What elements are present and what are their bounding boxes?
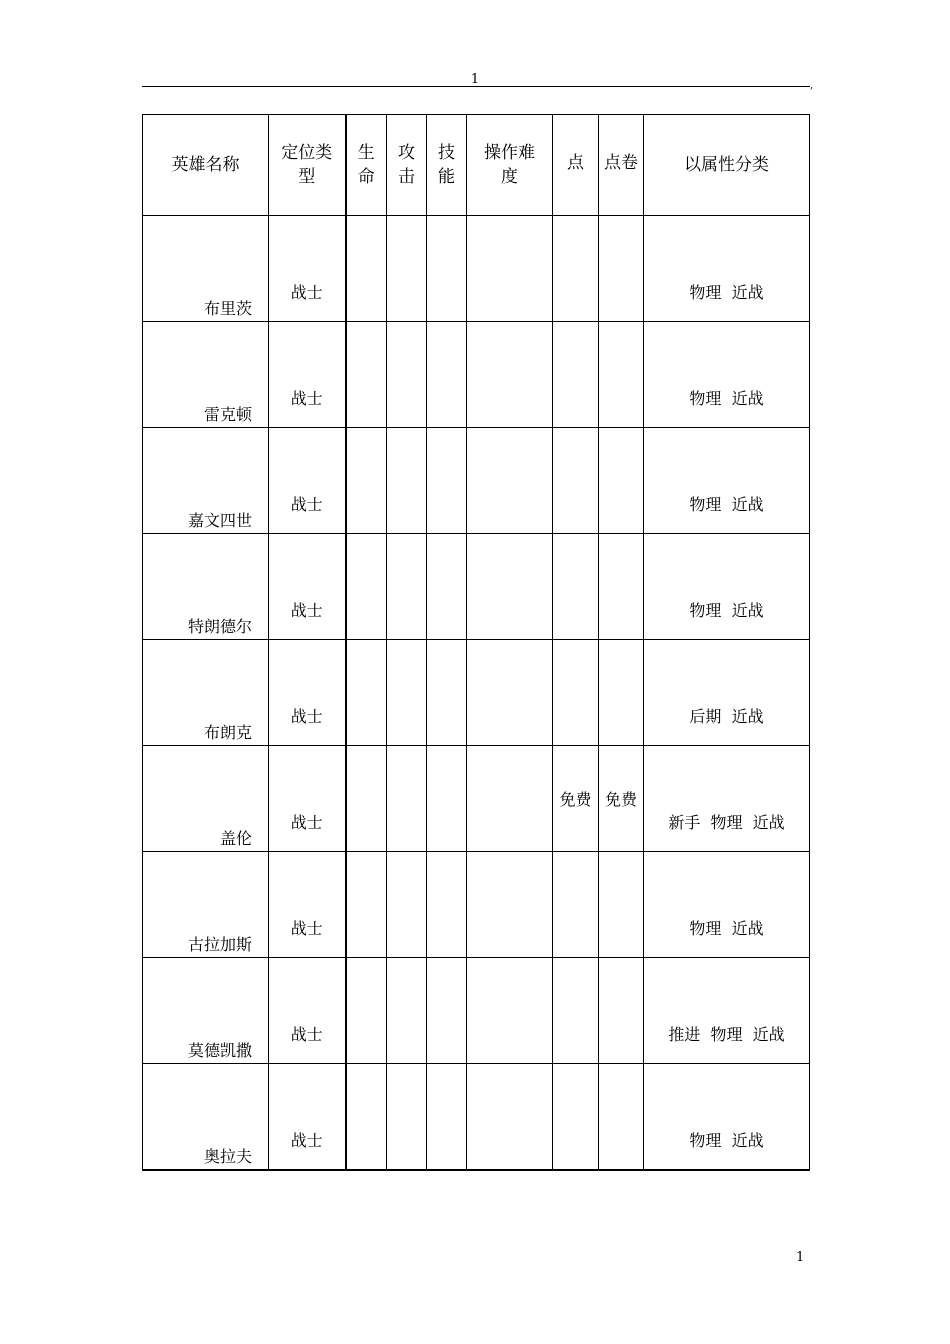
hero-name: 古拉加斯	[187, 935, 252, 954]
cell-attributes	[644, 852, 810, 958]
attributes-text: 物理 近战	[689, 601, 764, 620]
cell-skill	[427, 322, 467, 428]
cell-attributes	[644, 640, 810, 746]
cell-coupons	[599, 534, 644, 640]
cell-attack	[387, 216, 427, 322]
cell-coupons	[599, 958, 644, 1064]
cell-attributes	[644, 428, 810, 534]
role-text: 战士	[290, 707, 323, 726]
table-row	[143, 428, 810, 534]
cell-difficulty	[467, 428, 553, 534]
cell-hp	[346, 746, 387, 852]
table-row	[143, 746, 810, 852]
cell-attack	[387, 746, 427, 852]
header-mark: ,	[810, 80, 814, 91]
table-row	[143, 852, 810, 958]
cell-points	[553, 640, 599, 746]
cell-points	[553, 322, 599, 428]
cell-attributes	[644, 1064, 810, 1171]
cell-attributes	[644, 958, 810, 1064]
cell-coupons	[599, 1064, 644, 1171]
cell-skill	[427, 1064, 467, 1171]
cell-points	[553, 216, 599, 322]
cell-hero-name	[143, 852, 269, 958]
table-row	[143, 322, 810, 428]
hero-name: 布朗克	[203, 723, 252, 742]
role-text: 战士	[290, 919, 323, 938]
cell-attributes	[644, 216, 810, 322]
cell-role	[269, 958, 346, 1064]
cell-points	[553, 534, 599, 640]
cell-hp	[346, 428, 387, 534]
cell-hero-name	[143, 746, 269, 852]
cell-coupons	[599, 640, 644, 746]
table-row	[143, 216, 810, 322]
cell-role	[269, 852, 346, 958]
cell-skill	[427, 746, 467, 852]
cell-difficulty	[467, 1064, 553, 1171]
header-skill: 技能	[427, 115, 467, 216]
cell-skill	[427, 640, 467, 746]
cell-skill	[427, 534, 467, 640]
cell-points: 免费	[553, 746, 599, 852]
cell-hp	[346, 852, 387, 958]
cell-coupons	[599, 322, 644, 428]
role-text: 战士	[290, 1131, 323, 1150]
cell-hp	[346, 1064, 387, 1171]
cell-role	[269, 746, 346, 852]
cell-difficulty	[467, 746, 553, 852]
cell-role	[269, 322, 346, 428]
cell-hp	[346, 958, 387, 1064]
attributes-text: 物理 近战	[689, 389, 764, 408]
cell-hp	[346, 534, 387, 640]
table-row	[143, 958, 810, 1064]
cell-attack	[387, 534, 427, 640]
cell-points	[553, 852, 599, 958]
cell-coupons	[599, 216, 644, 322]
header-hp: 生命	[346, 115, 387, 216]
attributes-text: 后期 近战	[689, 707, 764, 726]
cell-attack	[387, 640, 427, 746]
cell-difficulty	[467, 322, 553, 428]
attributes-text: 物理 近战	[689, 919, 764, 938]
hero-name: 奥拉夫	[203, 1147, 252, 1166]
cell-difficulty	[467, 852, 553, 958]
cell-hero-name	[143, 1064, 269, 1171]
cell-attack	[387, 1064, 427, 1171]
cell-difficulty	[467, 534, 553, 640]
hero-name: 布里茨	[203, 299, 252, 318]
cell-difficulty	[467, 640, 553, 746]
role-text: 战士	[290, 1025, 323, 1044]
cell-hero-name	[143, 958, 269, 1064]
cell-hero-name	[143, 428, 269, 534]
table-row	[143, 534, 810, 640]
cell-attributes	[644, 746, 810, 852]
cell-hp	[346, 216, 387, 322]
attributes-text: 物理 近战	[689, 283, 764, 302]
header-difficulty: 操作难度	[467, 115, 553, 216]
cell-attributes	[644, 534, 810, 640]
header-attributes: 以属性分类	[644, 115, 810, 216]
role-text: 战士	[290, 813, 323, 832]
hero-name: 嘉文四世	[187, 511, 252, 530]
cell-role	[269, 428, 346, 534]
cell-skill	[427, 852, 467, 958]
role-text: 战士	[290, 495, 323, 514]
table-header-row	[143, 115, 810, 216]
cell-attack	[387, 428, 427, 534]
table-row	[143, 1064, 810, 1171]
attributes-text: 新手 物理 近战	[668, 813, 785, 832]
header-role: 定位类型	[269, 115, 346, 216]
cell-hp	[346, 322, 387, 428]
cell-skill	[427, 428, 467, 534]
attributes-text: 物理 近战	[689, 1131, 764, 1150]
cell-difficulty	[467, 958, 553, 1064]
cell-skill	[427, 216, 467, 322]
cell-points	[553, 428, 599, 534]
cell-hp	[346, 640, 387, 746]
cell-coupons	[599, 852, 644, 958]
cell-hero-name	[143, 322, 269, 428]
attributes-text: 物理 近战	[689, 495, 764, 514]
cell-attack	[387, 322, 427, 428]
cell-attributes	[644, 322, 810, 428]
role-text: 战士	[290, 601, 323, 620]
cell-role	[269, 216, 346, 322]
table-row	[143, 640, 810, 746]
attributes-text: 推进 物理 近战	[668, 1025, 785, 1044]
hero-name: 盖伦	[219, 829, 252, 848]
cell-role	[269, 1064, 346, 1171]
header-hero-name: 英雄名称	[143, 115, 269, 216]
cell-skill	[427, 958, 467, 1064]
cell-coupons	[599, 428, 644, 534]
header-coupons: 点卷	[599, 115, 644, 216]
hero-name: 雷克顿	[203, 405, 252, 424]
hero-table	[142, 114, 810, 1171]
role-text: 战士	[290, 283, 323, 302]
cell-hero-name	[143, 640, 269, 746]
header-page-number: 1	[470, 72, 480, 87]
cell-attack	[387, 852, 427, 958]
footer-page-number: 1	[796, 1250, 805, 1265]
header-rule	[142, 86, 810, 87]
hero-name: 莫德凯撒	[187, 1041, 252, 1060]
cell-role	[269, 640, 346, 746]
cell-difficulty	[467, 216, 553, 322]
cell-attack	[387, 958, 427, 1064]
hero-name: 特朗德尔	[187, 617, 252, 636]
cell-points	[553, 958, 599, 1064]
header-attack: 攻击	[387, 115, 427, 216]
header-points: 点	[553, 115, 599, 216]
cell-role	[269, 534, 346, 640]
cell-hero-name	[143, 216, 269, 322]
cell-coupons: 免费	[599, 746, 644, 852]
cell-hero-name	[143, 534, 269, 640]
cell-points	[553, 1064, 599, 1171]
role-text: 战士	[290, 389, 323, 408]
